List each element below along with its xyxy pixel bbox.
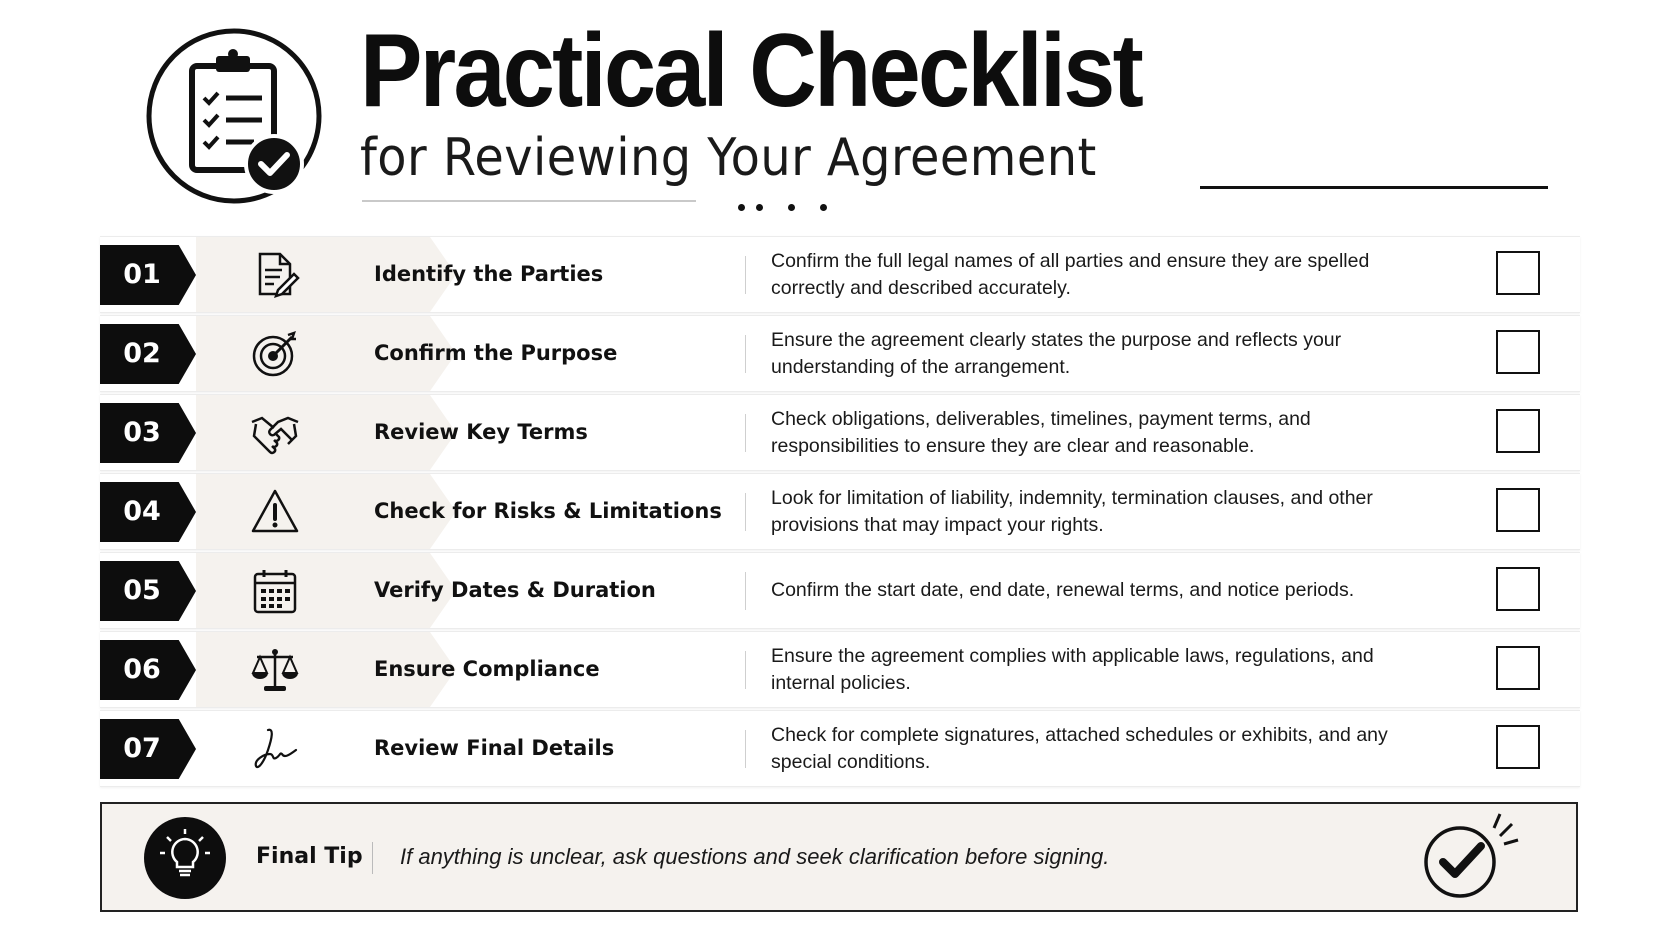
final-tip-box (100, 802, 1578, 912)
step-number: 05 (123, 575, 161, 606)
check-circle-icon (1418, 808, 1528, 908)
step-number: 07 (123, 733, 161, 764)
calendar-icon (250, 566, 300, 616)
step-description: Check for complete signatures, attached schedules or exhibits, and any special conditions. (771, 723, 1388, 773)
target-icon (250, 329, 300, 379)
lightbulb-icon (144, 817, 226, 899)
step-description: Ensure the agreement clearly states the purpose and reflects your understanding of the arrangement. (771, 328, 1342, 378)
handshake-icon (250, 408, 300, 458)
checklist-row (100, 394, 1580, 471)
step-description: Check obligations, deliverables, timelines, payment terms, and responsibilities to ensure they are clear and reasonable. (771, 407, 1311, 457)
step-title: Ensure Compliance (374, 657, 600, 681)
page-subtitle: for Reviewing Your Agreement (360, 128, 1097, 188)
step-number: 02 (123, 338, 161, 369)
document-edit-icon (250, 250, 300, 300)
warning-icon (250, 487, 300, 537)
final-tip-text: If anything is unclear, ask questions and seek clarification before signing. (400, 844, 1110, 869)
step-description: Look for limitation of liability, indemnity, termination clauses, and other provisions that may impact your rights. (771, 486, 1373, 536)
header-rule (1200, 186, 1548, 189)
step-title: Identify the Parties (374, 262, 604, 286)
step-title: Verify Dates & Duration (374, 578, 656, 602)
subtitle-underline (362, 200, 696, 202)
step-checkbox[interactable] (1496, 567, 1540, 611)
page-title: Practical Checklist (360, 13, 1142, 129)
checklist-row (100, 552, 1580, 629)
step-title: Review Key Terms (374, 420, 588, 444)
step-title: Review Final Details (374, 736, 615, 760)
signature-icon (250, 724, 300, 774)
checklist-row (100, 315, 1580, 392)
checklist (100, 236, 1580, 789)
step-number: 06 (123, 654, 161, 685)
step-description: Confirm the start date, end date, renewal terms, and notice periods. (771, 579, 1355, 601)
step-number: 03 (123, 417, 161, 448)
clipboard-checklist-icon (144, 26, 324, 206)
step-checkbox[interactable] (1496, 725, 1540, 769)
step-title: Confirm the Purpose (374, 341, 618, 365)
step-checkbox[interactable] (1496, 646, 1540, 690)
step-checkbox[interactable] (1496, 251, 1540, 295)
checklist-row (100, 473, 1580, 550)
decorative-dots (738, 196, 838, 215)
step-number: 04 (123, 496, 161, 527)
step-description: Confirm the full legal names of all parties and ensure they are spelled correctly and described accurately. (771, 249, 1370, 299)
step-checkbox[interactable] (1496, 488, 1540, 532)
step-checkbox[interactable] (1496, 330, 1540, 374)
step-description: Ensure the agreement complies with applicable laws, regulations, and internal policies. (771, 644, 1374, 694)
final-tip-label: Final Tip (256, 844, 363, 869)
step-title: Check for Risks & Limitations (374, 499, 722, 523)
checklist-row (100, 236, 1580, 313)
step-number: 01 (123, 259, 161, 290)
step-checkbox[interactable] (1496, 409, 1540, 453)
scales-icon (250, 645, 300, 695)
checklist-row (100, 631, 1580, 708)
checklist-row (100, 710, 1580, 787)
